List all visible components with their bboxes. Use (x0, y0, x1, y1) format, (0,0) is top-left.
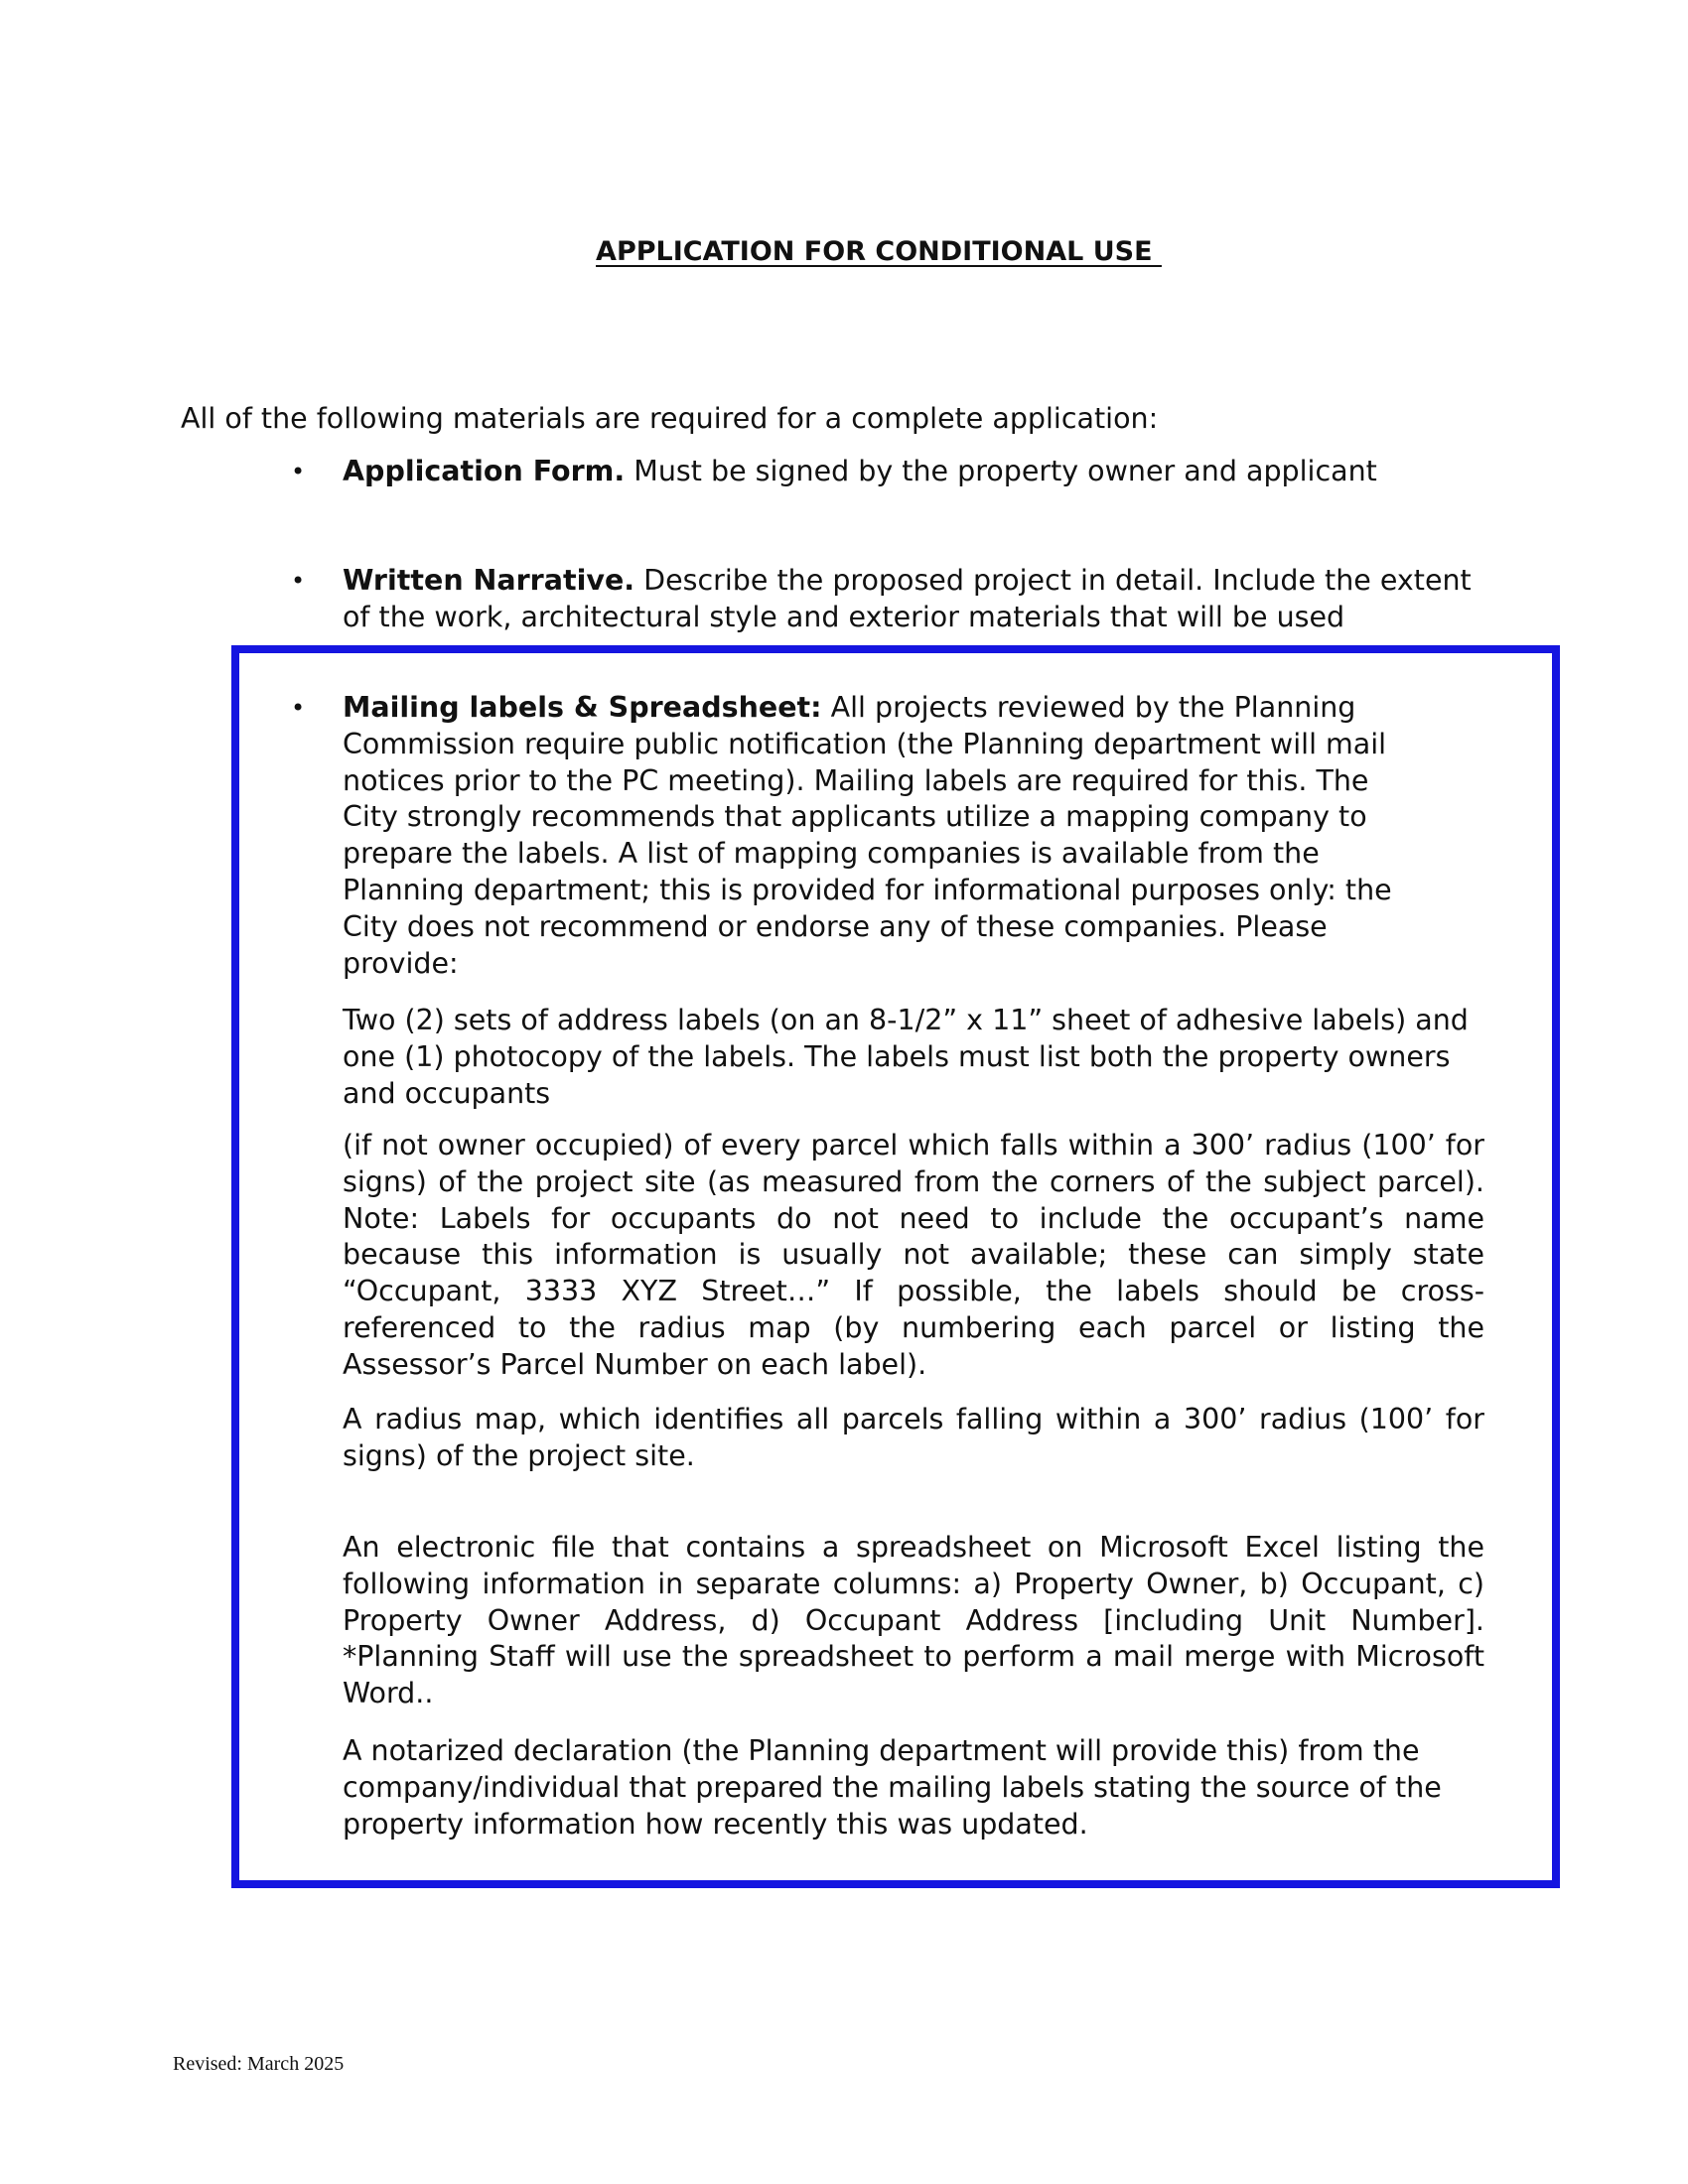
bullet-heading: Application Form. (343, 455, 626, 487)
bullet-heading: Written Narrative. (343, 564, 635, 597)
bullet-text: All projects reviewed by the Planning Commission require public notification (the Planning department will mail notices prior to the PC meeting). Mailing labels are required for this. The City strongly recommends that applicants utilize a mapping company to prepare the labels. A list of mapping companies is available from the Planning department; this is provided for informational purposes only: the City does not recommend or endorse any of these companies. Please provide: (343, 691, 1392, 980)
bullet-icon: • (291, 458, 306, 485)
bullet-written-narrative (291, 563, 1484, 636)
bullet-icon: • (291, 694, 306, 722)
intro-text: All of the following materials are required for a complete application: (181, 402, 1159, 435)
bullet-heading: Mailing labels & Spreadsheet: (343, 691, 822, 724)
revision-footer: Revised: March 2025 (173, 2053, 345, 2075)
address-labels-paragraph: Two (2) sets of address labels (on an 8-1/2” x 11” sheet of adhesive labels) and one (1) photocopy of the labels. The labels must list both the property owners and occupants (343, 1004, 1469, 1110)
parcel-coverage-paragraph: (if not owner occupied) of every parcel which falls within a 300’ radius (100’ for signs) of the project site (as measured from the corners of the subject parcel). Note: Labels for occupants do not need to include the occupant’s name because this information is usually not available; these can simply state “Occupant, 3333 XYZ Street…” If possible, the labels should be cross-referenced to the radius map (by numbering each parcel or listing the Assessor’s Parcel Number on each label). (343, 1129, 1484, 1381)
spreadsheet-paragraph: An electronic file that contains a spreadsheet on Microsoft Excel listing the following information in separate columns: a) Property Owner, b) Occupant, c) Property Owner Address, d) Occupant Address [including Unit Number]. *Planning Staff will use the spreadsheet to perform a mail merge with Microsoft Word.. (343, 1531, 1484, 1710)
bullet-text: Must be signed by the property owner and applicant (625, 455, 1377, 487)
bullet-icon: • (291, 567, 306, 595)
bullet-text: Describe the proposed project in detail. Include the extent of the work, architectural style and exterior materials that will be used (343, 564, 1472, 633)
notarized-declaration-paragraph: A notarized declaration (the Planning department will provide this) from the company/individual that prepared the mailing labels stating the source of the property information how recently this was updated. (343, 1734, 1442, 1841)
bullet-mailing-labels (291, 690, 1415, 982)
page-title: APPLICATION FOR CONDITIONAL USE (596, 236, 1162, 267)
bullet-application-form (291, 454, 1484, 490)
radius-map-paragraph: A radius map, which identifies all parcels falling within a 300’ radius (100’ for signs) of the project site. (343, 1403, 1484, 1472)
